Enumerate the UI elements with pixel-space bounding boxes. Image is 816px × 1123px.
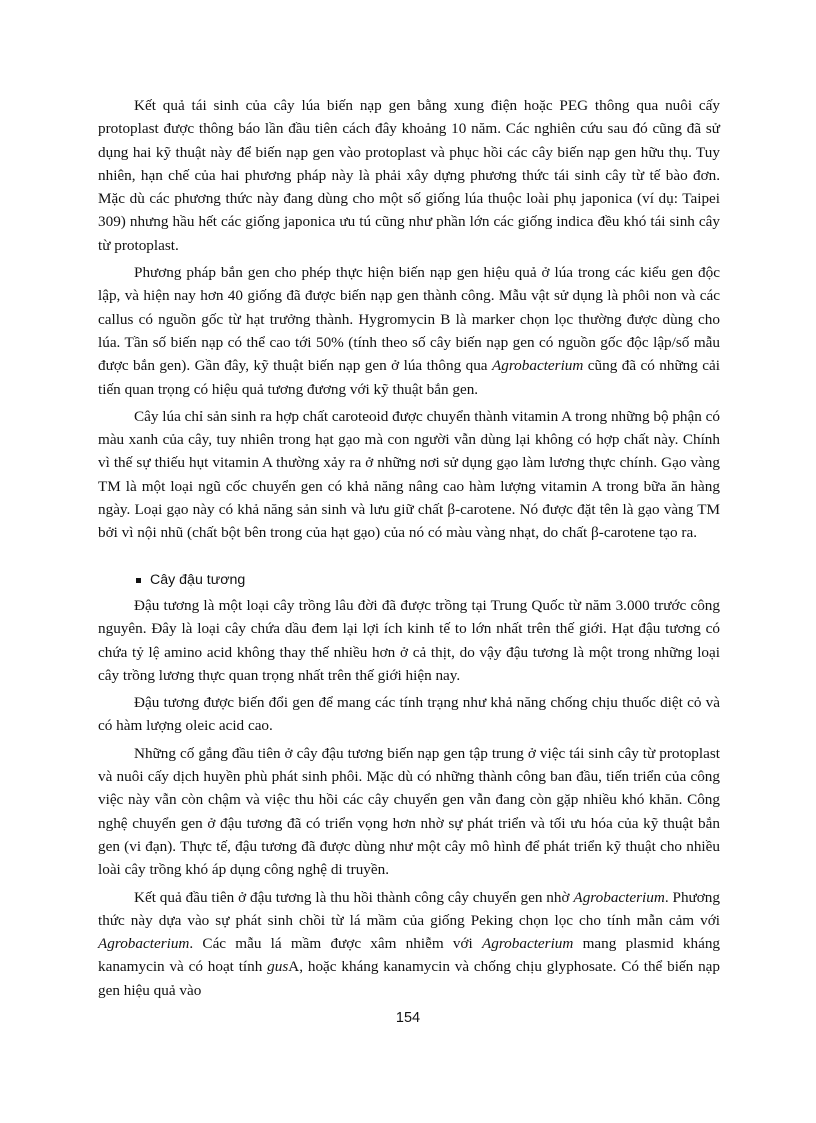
paragraph-soybean-intro: Đậu tương là một loại cây trồng lâu đời đã được trồng tại Trung Quốc từ năm 3.000 trước công nguyên. Đây là loại cây chứa dầu đem lại lợi ích kinh tế to lớn nhất trên thế giới. Hạt đậu tương có chứa tỷ lệ amino acid không thay thế nhiều hơn ở cả thịt, do vậy đậu tương là một trong những loại cây trồng lương thực quan trọng nhất trên thế giới hiện nay.	[98, 596, 720, 684]
paragraph-text: cũng đã có những cải tiến quan trọng có hiệu quả tương đương với kỹ thuật bắn gen.	[98, 357, 720, 398]
paragraph-rice-biolistic	[98, 261, 720, 401]
paragraph-soybean-traits: Đậu tương được biến đổi gen để mang các tính trạng như khả năng chống chịu thuốc diệt cỏ và có hàm lượng oleic acid cao.	[98, 694, 720, 735]
square-bullet-icon	[136, 578, 141, 583]
page-number: 154	[395, 1010, 421, 1026]
section-heading	[136, 569, 720, 592]
paragraph-text: mang plasmid kháng kanamycin và có hoạt tính	[98, 935, 721, 976]
paragraph-text: . Phương thức này dựa vào sự phát sinh chồi từ lá mầm của giống Peking chọn lọc cho tính mẫn cảm với	[98, 888, 720, 929]
paragraph-text: Kết quả đầu tiên ở đậu tương là thu hồi thành công cây chuyển gen nhờ	[134, 888, 574, 906]
paragraph-soybean-agrobacterium	[98, 886, 720, 1002]
italic-term: Agrobacterium	[98, 935, 190, 953]
paragraph-soybean-transformation: Những cố gắng đầu tiên ở cây đậu tương biến nạp gen tập trung ở việc tái sinh cây từ protoplast và nuôi cấy dịch huyền phù phát sinh phôi. Mặc dù có những thành công ban đầu, tiến triển của công việc này vẫn còn chậm và việc thu hồi các cây chuyển gen vẫn đang còn gặp nhiều khó khăn. Công nghệ chuyển gen ở đậu tương đã có triển vọng hơn nhờ sự phát triển và tối ưu hóa của kỹ thuật bắn gen (vi đạn). Thực tế, đậu tương đã được dùng như một cây mô hình để phát triển kỹ thuật cho nhiều loài cây trồng khó áp dụng công nghệ di truyền.	[98, 744, 720, 879]
paragraph-rice-protoplast: Kết quả tái sinh của cây lúa biến nạp gen bằng xung điện hoặc PEG thông qua nuôi cấy protoplast được thông báo lần đầu tiên cách đây khoảng 10 năm. Các nghiên cứu sau đó cũng đã sử dụng hai kỹ thuật này để biến nạp gen vào protoplast và phục hồi các cây biến nạp gen hữu thụ. Tuy nhiên, hạn chế của hai phương pháp này là phải xây dựng phương thức tái sinh cây từ tế bào đơn. Mặc dù các phương thức này đang dùng cho một số giống lúa thuộc loài phụ japonica (ví dụ: Taipei 309) nhưng hầu hết các giống japonica ưu tú cũng như phần lớn các giống indica đều khó tái sinh cây từ protoplast.	[98, 97, 720, 254]
italic-term: Agrobacterium	[481, 935, 574, 953]
paragraph-text: A, hoặc kháng kanamycin và chống chịu glyphosate. Có thể biến nạp gen hiệu quả vào	[98, 958, 721, 999]
italic-term: Agrobacterium	[573, 888, 665, 906]
italic-term: Agrobacterium	[491, 357, 584, 375]
document-body	[98, 94, 720, 1006]
section-title: Cây đậu tương	[150, 571, 246, 588]
paragraph-text: . Các mẫu lá mầm được xâm nhiễm với	[189, 935, 482, 953]
italic-term: gus	[267, 958, 289, 976]
paragraph-golden-rice: Cây lúa chỉ sản sinh ra hợp chất caroteoid được chuyển thành vitamin A trong những bộ phận có màu xanh của cây, tuy nhiên trong hạt gạo mà con người vẫn dùng lại không có hợp chất này. Chính vì thế sự thiếu hụt vitamin A thường xảy ra ở những nơi sử dụng gạo làm lương thực chính. Gạo vàng TM là một loại ngũ cốc chuyển gen có khả năng nâng cao hàm lượng vitamin A trong bữa ăn hàng ngày. Loại gạo này có khả năng sản sinh và lưu giữ chất β-carotene. Nó được đặt tên là gạo vàng TM bởi vì nội nhũ (chất bột bên trong của hạt gạo) của nó có màu vàng nhạt, do chất β-carotene tạo ra.	[98, 407, 720, 542]
paragraph-text: Phương pháp bắn gen cho phép thực hiện biến nạp gen hiệu quả ở lúa trong các kiểu gen độc lập, và hiện nay hơn 40 giống đã được biến nạp gen thành công. Mẫu vật sử dụng là phôi non và các callus có nguồn gốc từ hạt trưởng thành. Hygromycin B là marker chọn lọc thường được dùng cho lúa. Tần số biến nạp có thể cao tới 50% (tính theo số cây biến nạp gen có nguồn gốc độc lập/số mẫu được bắn gen). Gần đây, kỹ thuật biến nạp gen ở lúa thông qua	[98, 264, 720, 375]
